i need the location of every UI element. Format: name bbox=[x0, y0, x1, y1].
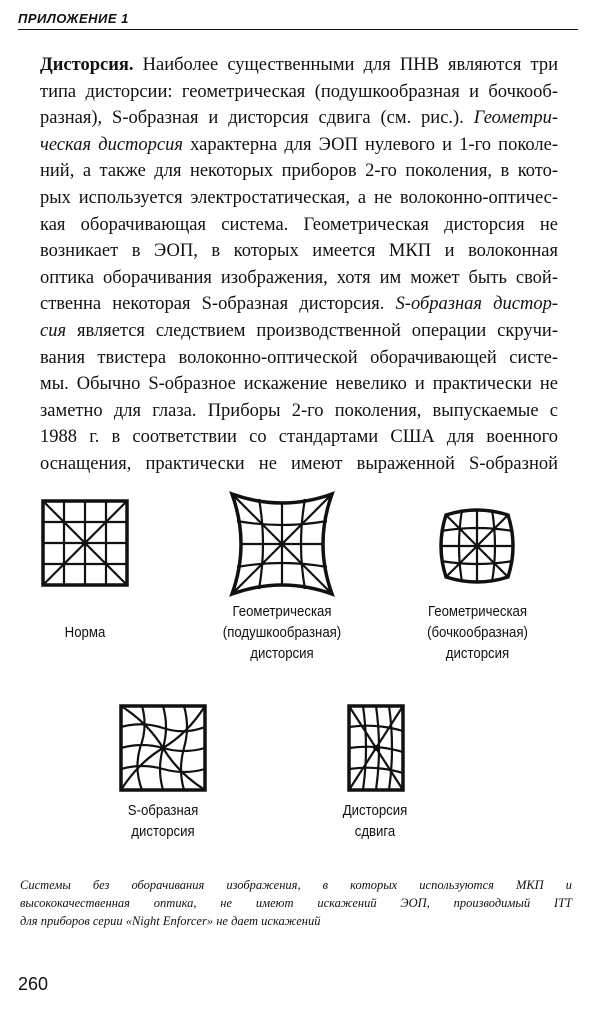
body-text-run: оснащения, практически не имеют выраженной S-образной bbox=[40, 453, 558, 474]
body-line bbox=[40, 185, 558, 212]
body-line bbox=[40, 158, 558, 185]
figure-shear bbox=[346, 703, 406, 793]
label-barrel-line: (бочкообразная) bbox=[427, 624, 528, 641]
body-text-run: оптика оборачивания изображения, хотя им может быть свой- bbox=[40, 267, 558, 288]
body-text-run: кая оборачивающая система. Геометрическая дисторсия не bbox=[40, 214, 558, 235]
body-text-run: заметно для глаза. Приборы 2-го поколения, выпускаемые с bbox=[40, 400, 558, 421]
label-barrel-line: Геометрическая bbox=[427, 603, 528, 620]
body-line bbox=[40, 105, 558, 132]
label-pincushion-line: (подушкообразная) bbox=[222, 624, 342, 641]
body-text-run: характерна для ЭОП нулевого и 1-го поколе- bbox=[182, 134, 558, 155]
body-text-run: типа дисторсии: геометрическая (подушкообразная и бочкооб- bbox=[40, 81, 558, 102]
label-shear bbox=[327, 800, 424, 842]
body-line bbox=[40, 291, 558, 318]
figure-pincushion bbox=[228, 490, 336, 598]
s-shaped-grid-diagram bbox=[118, 703, 208, 793]
body-line bbox=[40, 265, 558, 292]
body-text-run: Наиболее существенными для ПНВ являются три bbox=[133, 55, 558, 75]
figure-normal bbox=[40, 498, 130, 588]
pincushion-grid-diagram bbox=[228, 490, 336, 598]
shear-grid-diagram bbox=[346, 703, 406, 793]
body-text-run: возникает в ЭОП, в которых имеется МКП и волоконная bbox=[40, 241, 558, 262]
body-line bbox=[40, 79, 558, 106]
italic-term: ческая дисторсия bbox=[40, 134, 183, 155]
label-s-shaped bbox=[115, 800, 212, 842]
label-s-shaped-line: S-образная bbox=[127, 802, 199, 819]
label-s-shaped-line: дисторсия bbox=[131, 823, 195, 840]
body-text-run: 1988 г. в соответствии со стандартами США для военного bbox=[40, 427, 558, 448]
body-text-run: ственна некоторая S-образная дисторсия. bbox=[40, 294, 396, 315]
body-line bbox=[40, 238, 558, 265]
body-line bbox=[40, 398, 558, 425]
body-line bbox=[40, 451, 558, 478]
label-pincushion-line: дисторсия bbox=[250, 645, 314, 662]
normal-grid-diagram bbox=[40, 498, 130, 588]
page-number: 260 bbox=[18, 974, 49, 994]
label-pincushion bbox=[206, 601, 357, 664]
body-paragraph bbox=[40, 52, 558, 478]
barrel-grid-diagram bbox=[438, 507, 516, 585]
italic-term: Геометри- bbox=[473, 108, 558, 129]
body-line bbox=[40, 424, 558, 451]
caption-line: Системы без оборачивания изображения, в которых используются МКП и bbox=[20, 878, 572, 892]
body-line bbox=[40, 212, 558, 239]
running-header bbox=[18, 6, 578, 30]
figure-barrel bbox=[438, 507, 516, 585]
body-text-run: ний, а также для некоторых приборов 2-го поколения, в кото- bbox=[40, 161, 558, 182]
label-pincushion-line: Геометрическая bbox=[232, 603, 332, 620]
body-line bbox=[40, 132, 558, 159]
figure-s-shaped bbox=[118, 703, 208, 793]
body-line bbox=[40, 318, 558, 345]
caption-line: высококачественная оптика, не имеют искажений ЭОП, производимый ITT bbox=[20, 896, 572, 910]
italic-term: S-образная дистор- bbox=[395, 294, 558, 315]
italic-term: сия bbox=[40, 320, 67, 341]
body-text-run: разная), S-образная и дисторсия сдвига (см. рис.). bbox=[40, 108, 474, 129]
body-line bbox=[40, 52, 558, 79]
body-text-run: рых используется электростатическая, а не волоконно-оптичес- bbox=[40, 187, 558, 208]
body-text-run: является следствием производственной операции скручи- bbox=[66, 320, 558, 341]
label-normal bbox=[41, 622, 129, 643]
caption-line: для приборов серии «Night Enforcer» не дает искажений bbox=[20, 914, 321, 928]
body-text-run: вания твистера волоконно-оптической оборачивающей систе- bbox=[40, 347, 558, 368]
header-rule bbox=[18, 29, 578, 30]
label-normal-line: Норма bbox=[64, 624, 106, 641]
label-shear-line: Дисторсия bbox=[342, 802, 408, 819]
figure-caption bbox=[20, 876, 572, 930]
body-text-run: мы. Обычно S-образное искажение невелико и практически не bbox=[40, 374, 558, 395]
label-shear-line: сдвига bbox=[354, 823, 396, 840]
header-title: ПРИЛОЖЕНИЕ 1 bbox=[18, 11, 129, 26]
body-line bbox=[40, 371, 558, 398]
label-barrel bbox=[409, 601, 545, 664]
body-line bbox=[40, 345, 558, 372]
term-heading: Дисторсия. bbox=[40, 55, 134, 75]
label-barrel-line: дисторсия bbox=[445, 645, 510, 662]
